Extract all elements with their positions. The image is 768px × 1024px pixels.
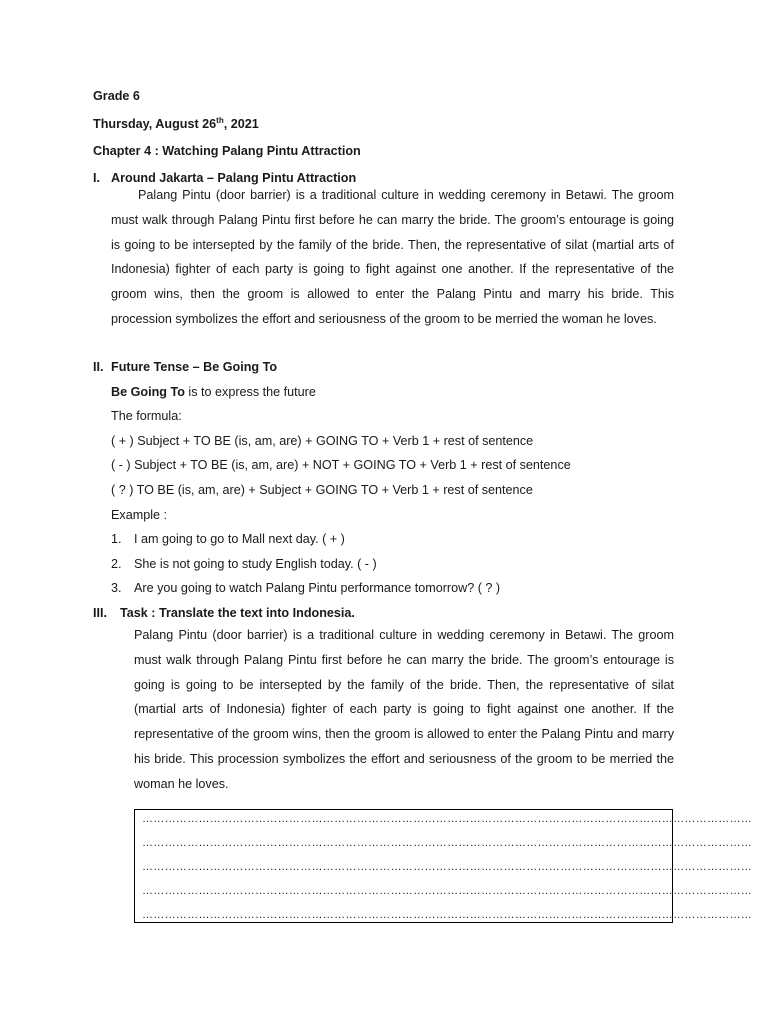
section-3-paragraph-text: Palang Pintu (door barrier) is a traditional culture in wedding ceremony in Betawi. The groom must walk through Palang Pintu first before he can marry the bride. The groom’s entourage is going is going to be intersepted by the family of the bride. Then, the representative of silat (martial arts of Indonesia) fighter of each party is going to fight against one another. If the representative of the groom wins, then the groom is allowed to enter the Palang Pintu and marry his bride. This procession symbolizes the effort and seriousness of the groom to be merried the woman he loves. [134, 628, 674, 791]
section-2-numeral: II. [93, 360, 104, 374]
formula-negative: ( - ) Subject + TO BE (is, am, are) + NOT + GOING TO + Verb 1 + rest of sentence [111, 458, 571, 472]
formula-question: ( ? ) TO BE (is, am, are) + Subject + GOING TO + Verb 1 + rest of sentence [111, 483, 533, 497]
formula-label: The formula: [111, 409, 182, 423]
grade-heading: Grade 6 [93, 89, 140, 103]
formula-positive: ( + ) Subject + TO BE (is, am, are) + GOING TO + Verb 1 + rest of sentence [111, 434, 534, 448]
section-1-title: Around Jakarta – Palang Pintu Attraction [111, 171, 357, 185]
definition-text: is to express the future [184, 385, 316, 399]
section-1-numeral: I. [93, 171, 100, 185]
section-1-paragraph [111, 183, 674, 332]
section-3-title: Task : Translate the text into Indonesia. [120, 606, 355, 620]
date-heading [93, 116, 259, 132]
date-ordinal: th [216, 115, 224, 125]
section-1-paragraph-text: Palang Pintu (door barrier) is a traditional culture in wedding ceremony in Betawi. The groom must walk through Palang Pintu first before he can marry the bride. The groom’s entourage is going is going to be intersepted by the family of the bride. Then, the representative of silat (martial arts of Indonesia) fighter of each party is going to fight against one another. If the representative of the groom wins, then the groom is allowed to enter the Palang Pintu and marry his bride. This procession symbolizes the effort and seriousness of the groom to be merried the woman he loves. [111, 188, 674, 326]
example-1-number: 1. [111, 532, 122, 546]
example-2-number: 2. [111, 557, 122, 571]
answer-line[interactable]: ……………………………………………………………………………………………………………………………………………… [142, 909, 753, 921]
section-3-paragraph [134, 623, 674, 797]
date-text: Thursday, August 26 [93, 117, 217, 131]
chapter-heading: Chapter 4 : Watching Palang Pintu Attraction [93, 144, 361, 158]
example-label: Example : [111, 508, 167, 522]
answer-line[interactable]: ……………………………………………………………………………………………………………………………………………… [142, 861, 753, 873]
answer-line[interactable]: ……………………………………………………………………………………………………………………………………………… [142, 837, 753, 849]
answer-line[interactable]: ……………………………………………………………………………………………………………………………………………… [142, 813, 753, 825]
section-3-numeral: III. [93, 606, 107, 620]
example-1-text: I am going to go to Mall next day. ( + ) [134, 532, 345, 546]
date-year: , 2021 [223, 117, 259, 131]
definition-term: Be Going To [111, 385, 185, 399]
example-3-number: 3. [111, 581, 122, 595]
definition-line [111, 384, 316, 400]
example-3-text: Are you going to watch Palang Pintu performance tomorrow? ( ? ) [134, 581, 501, 595]
section-2-title: Future Tense – Be Going To [111, 360, 278, 374]
example-2-text: She is not going to study English today. ( - ) [134, 557, 377, 571]
answer-box[interactable] [134, 809, 753, 923]
answer-line[interactable]: ……………………………………………………………………………………………………………………………………………… [142, 885, 753, 897]
